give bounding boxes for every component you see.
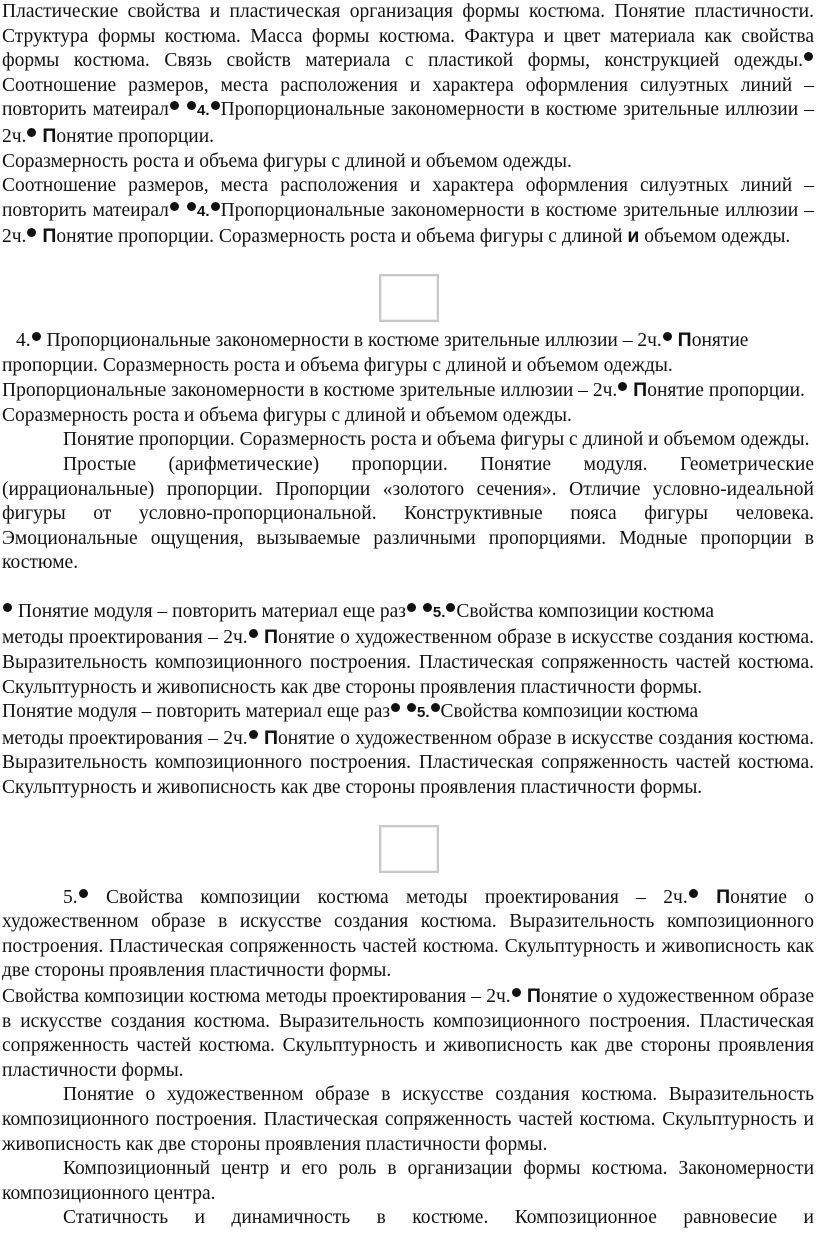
bullet-icon xyxy=(618,382,627,391)
text: художественном образе в искусстве создания костюма. Выразительность композиционного построения. Пластическая сопряженность частей костюма. Скульптурность и живописность как две стороны проявления пластичности формы. xyxy=(2,986,814,1081)
paragraph-section-4 xyxy=(0,328,814,378)
text: онятие о xyxy=(730,886,815,908)
text: Пропорциональные закономерности в костюме зрительные иллюзии – 2ч. xyxy=(2,99,814,147)
bullet-icon xyxy=(3,603,12,612)
text: объемом одежды. xyxy=(644,226,791,248)
bullet-icon xyxy=(804,52,813,61)
image-frame xyxy=(379,274,439,322)
paragraph-module-repeat xyxy=(0,700,814,800)
text: онятие о художественном образе в искусстве создания xyxy=(278,627,733,649)
bullet-icon xyxy=(79,889,88,898)
bold-conjunction: и xyxy=(627,225,640,248)
text: Соразмерность роста и объема фигуры с длиной и объемом одежды. xyxy=(2,150,572,172)
text: Соотношение размеров, места расположения и характера оформления силуэтных линий – повторить матеирал xyxy=(2,74,814,121)
drop-letter: П xyxy=(42,225,57,248)
bullet-icon xyxy=(187,101,196,110)
text: Статичность и динамичность в костюме. Композиционное равновесие и xyxy=(63,1207,814,1229)
text: методы проектирования – 2ч. xyxy=(2,727,248,749)
bullet-icon xyxy=(32,332,41,341)
bullet-icon xyxy=(407,603,416,612)
text: Пластические свойства и пластическая организация формы костюма. Понятие пластичности. Структура формы костюма. Масса формы костюма. Фактура и цвет материала как свойства формы костюма. Связь свойств материала с пластикой формы, конструкцией одежды. xyxy=(2,1,814,72)
text: Понятие о художественном образе в искусстве создания костюма. Выразительность композиционного построения. Пластическая сопряженность частей костюма. Скульптурность и живописность как две стороны проявления пластичности формы. xyxy=(2,1084,814,1155)
bullet-icon xyxy=(407,703,416,712)
bullet-icon xyxy=(27,228,36,237)
text: онятие пропорции. Соразмерность роста и объема фигуры с длиной и объемом одежды. xyxy=(2,329,749,376)
paragraph-plasticity xyxy=(0,0,814,150)
bullet-icon xyxy=(423,603,432,612)
paragraph-artistic-image xyxy=(0,1083,814,1157)
text: костюма. Выразительность композиционного построения. Пластическая сопряженность частей костюма. Скульптурность и живописность как две стороны проявления пластичности формы. xyxy=(2,627,815,698)
bullet-icon xyxy=(170,101,179,110)
bullet-icon xyxy=(249,730,258,739)
paragraph-proportional-regularities xyxy=(0,378,814,428)
section-number: 5. xyxy=(432,603,446,621)
text: онятие пропорции. xyxy=(56,125,215,147)
text: Свойства композиции костюма методы проектирования – 2ч. xyxy=(106,886,688,908)
text: Соотношение размеров, места расположения и характера оформления силуэтных линий – повторить матеирал xyxy=(2,175,814,221)
text: 5. xyxy=(63,886,78,908)
text: Свойства композиции костюма xyxy=(440,701,699,723)
drop-letter: П xyxy=(677,328,692,351)
drop-letter: П xyxy=(633,379,648,402)
bullet-icon xyxy=(689,889,698,898)
paragraph-section-5 xyxy=(0,885,814,984)
text: Понятие пропорции. Соразмерность роста и объема фигуры с длиной и объемом одежды. xyxy=(63,429,810,451)
text: 4. xyxy=(16,329,31,351)
text: Понятие модуля – повторить материал еще раз xyxy=(17,600,406,622)
drop-letter: П xyxy=(526,985,541,1007)
paragraph-composition-center xyxy=(0,1157,814,1206)
bullet-icon xyxy=(187,202,196,211)
bullet-icon xyxy=(431,703,440,712)
bullet-icon xyxy=(27,128,36,137)
text: костюма. Выразительность композиционного построения. Пластическая сопряженность частей костюма. Скульптурность и живописность как две стороны проявления пластичности формы. xyxy=(2,727,815,799)
paragraph-composition-methods xyxy=(0,984,814,1083)
paragraph-module xyxy=(0,600,814,700)
bullet-icon xyxy=(170,202,179,211)
bullet-icon xyxy=(211,101,220,110)
paragraph-static-dynamic xyxy=(0,1206,814,1231)
text: Понятие модуля – повторить материал еще раз xyxy=(2,701,391,723)
text: Свойства композиции костюма методы проектирования – 2ч. xyxy=(2,986,511,1007)
paragraph-proportion-size xyxy=(0,150,814,175)
bullet-icon xyxy=(391,703,400,712)
bullet-icon xyxy=(249,629,258,638)
text: Композиционный центр и его роль в организации формы костюма. Закономерности композиционного центра. xyxy=(2,1158,814,1204)
bullet-icon xyxy=(512,988,521,997)
text: онятие о xyxy=(540,986,613,1007)
bullet-icon xyxy=(663,332,672,341)
bullet-icon xyxy=(446,603,455,612)
text: онятие пропорции. Соразмерность роста и объема фигуры с длиной xyxy=(56,226,623,248)
text: художественном образе в искусстве создания костюма. Выразительность композиционного построения. Пластическая сопряженность частей костюма. Скульптурность и живописность как две стороны проявления пластичности формы. xyxy=(2,911,814,982)
text: Пропорциональные закономерности в костюме зрительные иллюзии – 2ч. xyxy=(2,380,618,402)
text: онятие пропорции. Соразмерность роста и объема фигуры с длиной и объемом одежды. xyxy=(2,380,805,426)
bullet-icon xyxy=(211,202,220,211)
section-number: 5. xyxy=(417,704,430,722)
section-number: 4. xyxy=(197,102,210,120)
paragraph-silhouette xyxy=(0,174,814,250)
text: онятие о художественном образе в искусстве создания xyxy=(278,727,733,749)
drop-letter: П xyxy=(264,626,279,649)
text: Пропорциональные закономерности в костюме зрительные иллюзии – 2ч. xyxy=(46,329,662,351)
image-placeholder xyxy=(0,825,816,873)
paragraph-proportion-concept xyxy=(0,428,814,453)
paragraph-simple-proportions xyxy=(0,453,814,576)
drop-letter: П xyxy=(716,885,731,908)
section-number: 4. xyxy=(197,202,210,220)
drop-letter: П xyxy=(42,124,57,147)
image-placeholder xyxy=(0,274,816,322)
text: Простые (арифметические) пропорции. Понятие модуля. Геометрические (иррациональные) пропорции. Пропорции «золотого сечения». Отличие условно-идеальной фигуры от условно-пропорциональной. Конструктивные пояса фигуры человека. Эмоциональные ощущения, вызываемые различными пропорциями. Модные пропорции в костюме. xyxy=(2,453,814,574)
text: Пропорциональные закономерности в костюме зрительные иллюзии – 2ч. xyxy=(2,199,814,248)
text: Свойства композиции костюма xyxy=(456,600,715,622)
drop-letter: П xyxy=(264,726,279,749)
text: методы проектирования – 2ч. xyxy=(2,627,248,649)
image-frame xyxy=(379,825,439,873)
